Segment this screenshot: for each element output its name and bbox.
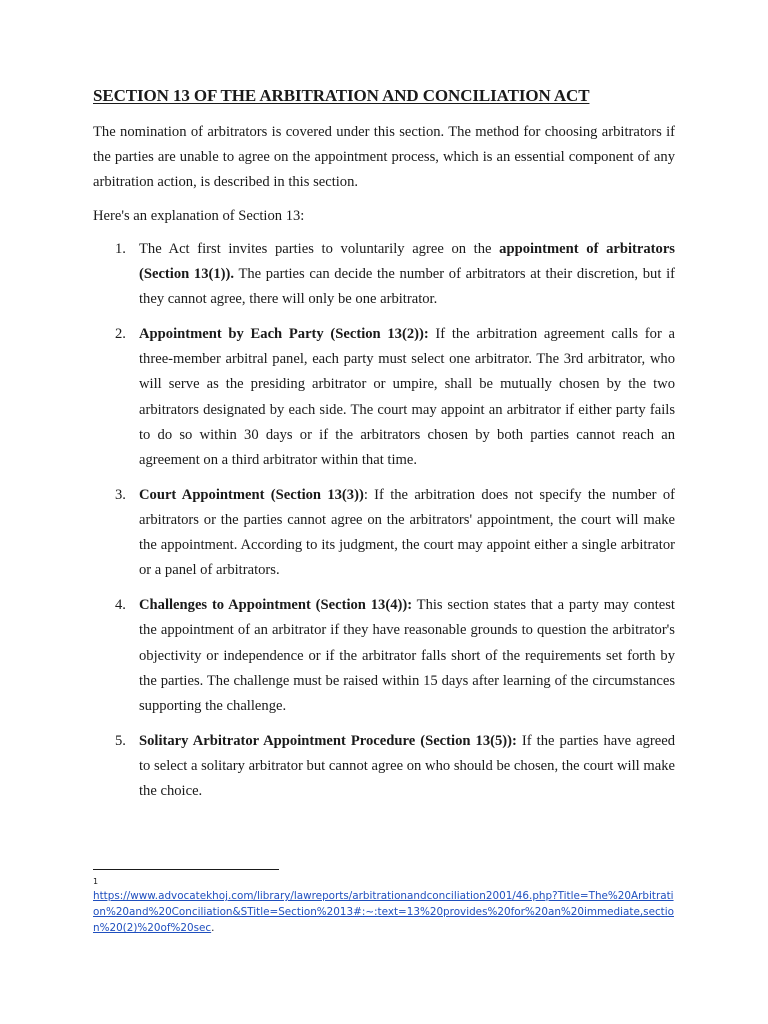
footnote-marker: 1 [93,877,99,886]
list-item-lead: Court Appointment (Section 13(3)) [139,486,364,503]
list-item-lead: appointment of arbitrators (Section 13(1)). [139,240,675,283]
footnote-link[interactable]: https://www.advocatekhoj.com/library/lawreports/arbitrationandconciliation2001/46.php?Title=The%20Arbitration%20and%20Conciliation&STitle=Section%2013#:~:text=13%20provides%20for%20an%20immediate,section%20(2)%20of%20sec [93,890,674,934]
document-body [93,86,675,814]
list-item-number: 5. [115,732,126,749]
list-item [93,593,675,719]
list-item-number: 4. [115,597,126,614]
list-item-lead: Appointment by Each Party (Section 13(2)): [139,326,429,343]
section-items-list [93,237,675,805]
list-item-number: 2. [115,326,126,343]
footnote-trailing: . [211,922,215,934]
footnote [93,876,677,936]
list-item-lead: Challenges to Appointment (Section 13(4)): [139,597,413,614]
list-item-lead: Solitary Arbitrator Appointment Procedure (Section 13(5)): [139,732,517,749]
explanation-heading: Here's an explanation of Section 13: [93,207,305,224]
list-item-body: If the arbitration agreement calls for a three-member arbitral panel, each party must select one arbitrator. The 3rd arbitrator, who will serve as the presiding arbitrator or umpire, shall be mutually chosen by the two arbitrators designated by each side. The court may appoint an arbitrator if either party fails to do so within 30 days or if the arbitrators chosen by both parties cannot reach an agreement on a third arbitrator within that time. [139,326,675,469]
list-item [93,322,675,473]
list-item-body: This section states that a party may contest the appointment of an arbitrator if they have reasonable grounds to question the arbitrator's objectivity or independence or if the arbitrator falls short of the requirements set forth by the parties. The challenge must be raised within 15 days after learning of the circumstances supporting the challenge. [139,597,675,715]
page-title: SECTION 13 OF THE ARBITRATION AND CONCILIATION ACT [93,86,590,105]
list-item-prefix: The Act first invites parties to voluntarily agree on the [139,240,500,257]
list-item [93,729,675,805]
list-item-number: 1. [115,240,126,257]
list-item-number: 3. [115,486,126,503]
intro-paragraph: The nomination of arbitrators is covered under this section. The method for choosing arbitrators if the parties are unable to agree on the appointment process, which is an essential component of any arbitration action, is described in this section. [93,124,675,191]
list-item-body: The parties can decide the number of arbitrators at their discretion, but if they cannot agree, there will only be one arbitrator. [139,266,675,308]
list-item-body: If the parties have agreed to select a solitary arbitrator but cannot agree on who should be chosen, the court will make the choice. [139,732,675,800]
footnote-separator [93,869,279,870]
list-item [93,237,675,313]
list-item [93,483,675,584]
list-item-body: : If the arbitration does not specify the number of arbitrators or the parties cannot agree on the arbitrators' appointment, the court will make the appointment. According to its judgment, the court may appoint either a single arbitrator or a panel of arbitrators. [139,486,675,579]
